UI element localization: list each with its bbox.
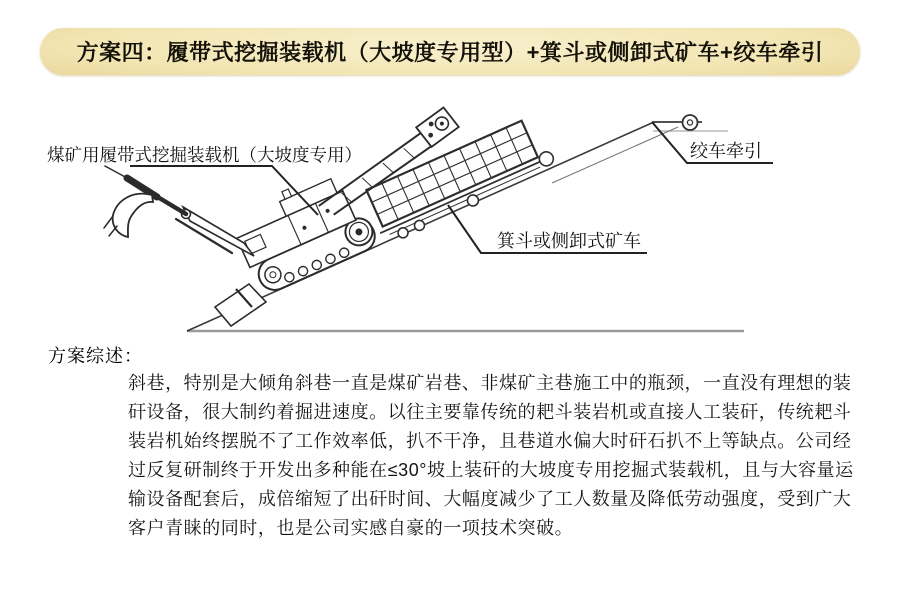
summary-line-5: 输设备配套后，成倍缩短了出矸时间、大幅度减少了工人数量及降低劳动强度，受到广大 bbox=[128, 489, 852, 509]
digging-arm bbox=[104, 166, 254, 256]
winch-pulley bbox=[683, 115, 698, 130]
summary-paragraph bbox=[128, 369, 868, 543]
machine-label: 煤矿用履带式挖掘装载机（大坡度专用） bbox=[47, 145, 362, 165]
summary-line-2: 矸设备，很大制约着掘进速度。以往主要靠传统的耙斗装岩机或直接人工装矸，传统耙斗 bbox=[128, 402, 852, 422]
summary-line-6: 客户青睐的同时，也是公司实感自豪的一项技术突破。 bbox=[128, 518, 574, 538]
page-title: 方案四：履带式挖掘装载机（大坡度专用型）+箕斗或侧卸式矿车+绞车牵引 bbox=[76, 40, 824, 65]
summary-line-4: 过反复研制终于开发出多种能在≤30°坡上装矸的大坡度专用挖掘式装载机，且与大容量运 bbox=[128, 460, 854, 480]
claw-bucket bbox=[113, 194, 153, 237]
summary-line-3: 装岩机始终摆脱不了工作效率低，扒不干净，且巷道水偏大时矸石扒不上等缺点。公司经 bbox=[128, 431, 852, 451]
mine-car-label: 箕斗或侧卸式矿车 bbox=[497, 231, 641, 251]
summary-line-1: 斜巷，特别是大倾角斜巷一直是煤矿岩巷、非煤矿主巷施工中的瓶颈，一直没有理想的装 bbox=[128, 373, 852, 393]
loading-apron bbox=[215, 284, 266, 326]
excavator-loader bbox=[223, 105, 490, 297]
winch-cable bbox=[552, 127, 678, 183]
mine-car bbox=[362, 115, 559, 246]
winch-label: 绞车牵引 bbox=[690, 141, 762, 161]
title-banner bbox=[40, 28, 860, 75]
scheme-diagram bbox=[0, 95, 900, 345]
summary-heading: 方案综述： bbox=[48, 346, 143, 366]
